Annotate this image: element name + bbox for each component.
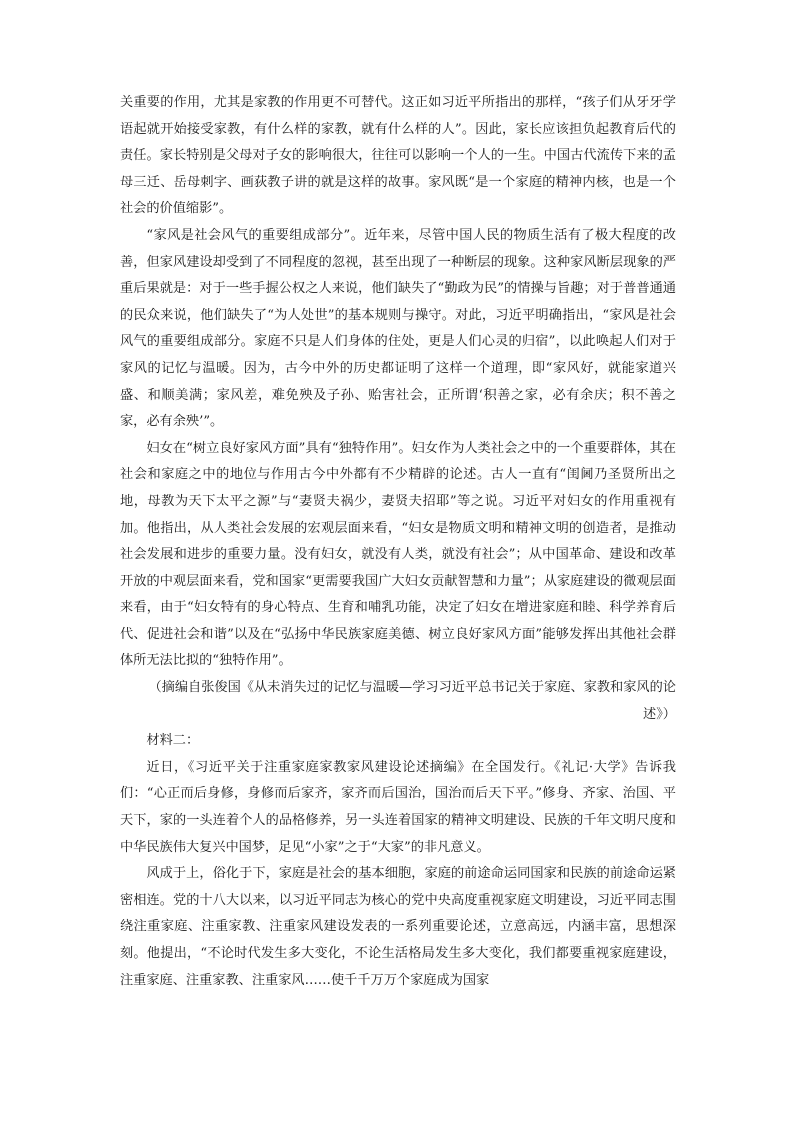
source-citation: （摘编自张俊国《从未消失过的记忆与温暖—学习习近平总书记关于家庭、家教和家风的论述》） (148, 680, 676, 722)
document-body (120, 90, 676, 994)
paragraph: 风成于上，俗化于下，家庭是社会的基本细胞，家庭的前途命运同国家和民族的前途命运紧密相连。党的十八大以来，以习近平同志为核心的党中央高度重视家庭文明建设，习近平同志围绕注重家庭、注重家教、注重家风建设发表的一系列重要论述，立意高远，内涵丰富，思想深刻。他提出，“不论时代发生多大变化，不论生活格局发生多大变化，我们都要重视家庭建设，注重家庭、注重家教、注重家风……使千千万万个家庭成为国家 (120, 866, 676, 988)
paragraph: 妇女在“树立良好家风方面”具有“独特作用”。妇女作为人类社会之中的一个重要群体，其在社会和家庭之中的地位与作用古今中外都有不少精辟的论述。古人一直有“闺阃乃圣贤所出之地，母教为天下太平之源”与“妻贤夫祸少，妻贤夫招耶”等之说。习近平对妇女的作用重视有加。他指出，从人类社会发展的宏观层面来看，“妇女是物质文明和精神文明的创造者，是推动社会发展和进步的重要力量。没有妇女，就没有人类，就没有社会”；从中国革命、建设和改革开放的中观层面来看，党和国家“更需要我国广大妇女贡献智慧和力量”；从家庭建设的微观层面来看，由于“妇女特有的身心特点、生育和哺乳功能，决定了妇女在增进家庭和睦、科学养育后代、促进社会和谐”以及在“弘扬中华民族家庭美德、树立良好家风方面”能够发挥出其他社会群体所无法比拟的“独特作用”。 (120, 440, 676, 669)
paragraph: 近日，《习近平关于注重家庭家教家风建设论述摘编》在全国发行。《礼记·大学》告诉我们：“心正而后身修，身修而后家齐，家齐而后国治，国治而后天下平。”修身、齐家、治国、平天下，家的一头连着个人的品格修养，另一头连着国家的精神文明建设、民族的千年文明尺度和中华民族伟大复兴中国梦，足见“小家”之于“大家”的非凡意义。 (120, 759, 676, 855)
material-label: 材料二： (146, 733, 200, 749)
paragraph: “家风是社会风气的重要组成部分”。近年来，尽管中国人民的物质生活有了极大程度的改善，但家风建设却受到了不同程度的忽视，甚至出现了一种断层的现象。这种家风断层现象的严重后果就是：对于一些手握公权之人来说，他们缺失了“勤政为民”的情操与旨趣；对于普普通通的民众来说，他们缺失了“为人处世”的基本规则与操守。对此，习近平明确指出，“家风是社会风气的重要组成部分。家庭不只是人们身体的住处，更是人们心灵的归宿”，以此唤起人们对于家风的记忆与温暖。因为，古今中外的历史都证明了这样一个道理，即“家风好，就能家道兴盛、和顺美满；家风差，难免殃及子孙、贻害社会，正所谓‘积善之家，必有余庆；积不善之家，必有余殃’”。 (120, 227, 676, 430)
paragraph: 关重要的作用，尤其是家教的作用更不可替代。这正如习近平所指出的那样，“孩子们从牙牙学语起就开始接受家教，有什么样的家教，就有什么样的人”。因此，家长应该担负起教育后代的责任。家长特别是父母对子女的影响很大，往往可以影响一个人的一生。中国古代流传下来的孟母三迁、岳母刺字、画荻教子讲的就是这样的故事。家风既“是一个家庭的精神内核，也是一个社会的价值缩影”。 (120, 95, 676, 217)
